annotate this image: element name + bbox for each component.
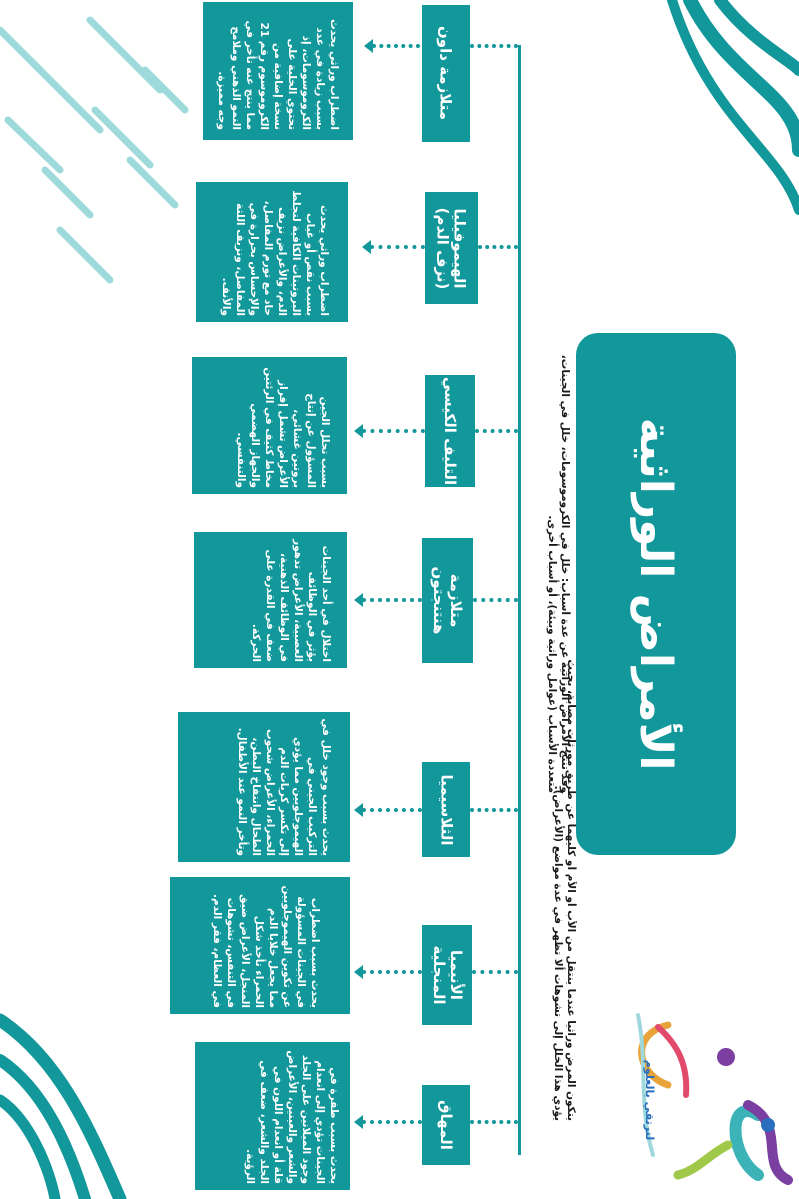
branch-connector — [370, 245, 425, 249]
disease-name: الأنيميا المنجلية — [430, 945, 465, 1005]
disease-description: بسبب تحلل الجين المسؤول عن إنتاج بروتين غشائي، الأعراض تشمل إفراز مخاط كثيف في الرئتين والجهاز الهضمي والتنفسي. — [235, 367, 331, 488]
branch-connector — [362, 598, 422, 602]
branch-connector — [362, 1120, 422, 1124]
branch-connector — [473, 598, 518, 602]
disease-description: اضطراب وراثي يحدث بسبب نقص أو غياب البروتينات الكافية لتجلط الدم، والأعراض نزيف حاد مع تورم المفاصل، والإحساس بحرارة في المفاصل، ونزيف اللثة والأنف. — [220, 190, 330, 316]
disease-name: الهيموفيليا (نزف الدم) — [434, 207, 469, 290]
disease-description: يحدث بسبب اضطراب في الجينات المسؤولة عن تكوين الهيموجلوبين مما يجعل خلايا الدم الحمراء تأخذ شكل المنجل، الأعراض ضيق في التنفس، تشوهات في العظام، فقر الدم. — [211, 885, 321, 1008]
disease-description: اختلال في أحد الجينات يؤثر في الوظائف العصبية، الأعراض تدهور في الوظائف الذهنية، ضعف في القدرة على الحركة. — [250, 539, 332, 662]
disease-name: التليف الكيسي — [441, 376, 460, 486]
page-title: الأمراض الوراثية — [630, 417, 682, 771]
arrow-left-icon — [354, 593, 363, 607]
arrow-left-icon — [354, 803, 363, 817]
branch-connector — [362, 970, 422, 974]
arrow-left-icon — [362, 240, 371, 254]
branch-connector — [478, 245, 518, 249]
branch-connector — [475, 429, 518, 433]
arrow-left-icon — [364, 39, 373, 53]
disease-description: يحدث بسبب وجود خلل في التركيب الجيني في الهيموجلوبين مما يؤدي إلى تكسر كريات الدم الحمراء، الأعراض شحوب الطحال وانتفاخ البطن، وتأخر النمو عند الأطفال. — [236, 718, 332, 856]
logo-text: لنرتقي بالعلوم — [643, 1059, 657, 1141]
disease-name: متلازمة هنتنجتون — [430, 566, 466, 635]
arrow-left-icon — [354, 1115, 363, 1129]
branch-connector — [470, 808, 518, 812]
branch-connector — [362, 429, 425, 433]
logo-image — [608, 1005, 798, 1195]
arrow-left-icon — [354, 424, 363, 438]
disease-description: اضطراب وراثي يحدث بسبب زيادة في عدد الكروموسومات، إذ تحتوي الخلية على نسخة إضافية من الكروموسوم رقم 21 مما ينتج عنه تأخر في النمو الذهني وملامح وجه مميزة. — [216, 19, 340, 130]
branch-connector — [470, 44, 518, 48]
disease-name: المهاق — [437, 1100, 456, 1150]
arrow-left-icon — [354, 965, 363, 979]
branch-connector — [362, 808, 422, 812]
branch-connector — [470, 1120, 518, 1124]
intro-causes: وقد تنتج الأمراض الوراثية عن عدة أسباب: خلل في الكروموسومات، خلل في الجينات، متعددة الأسباب (عوامل وراثية وبيئة)، أو أسباب أخرى. — [546, 354, 571, 793]
intro-definition: يتكون المرض وراثيا عندما ينتقل من الأب أو الأم أو كليهما عن طريق مورثات مصابة، بحيث يؤدي هذا الخلل إلى تشوهات ألا تظهر في عدة مواضع (الأعراض). — [552, 659, 577, 1121]
branch-connector — [472, 970, 518, 974]
disease-description: يحدث بسبب طفرة في الجينات تؤدي إلى انعدام وجود الميلانين على الجلد والشعر والعينين، الأعراض قلة أو انعدام اللون في الجلد والشعر، ضعف في الرؤية. — [244, 1050, 340, 1184]
disease-name: متلازمة داون — [437, 26, 455, 121]
branch-connector — [372, 44, 420, 48]
disease-name: الثلاسيميا — [438, 774, 456, 846]
